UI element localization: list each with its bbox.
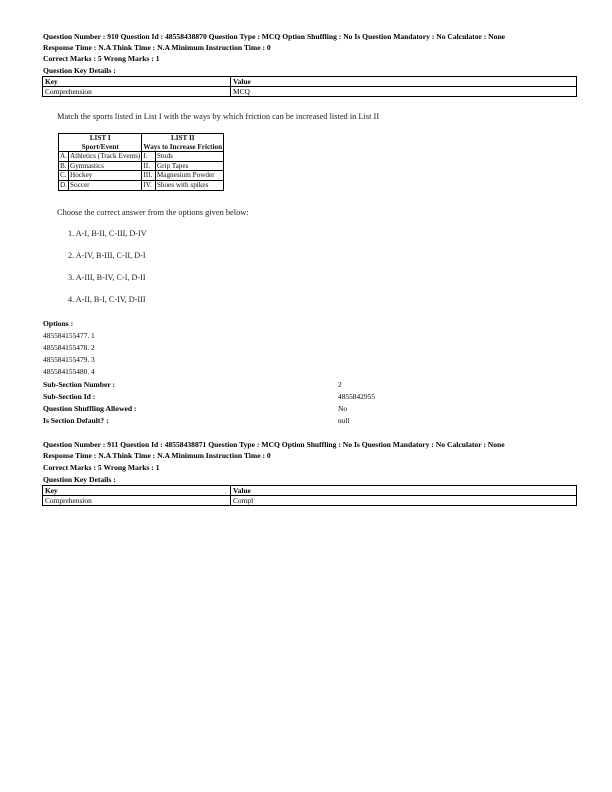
- options-label: Options :: [43, 319, 74, 328]
- value-cell: MCQ: [231, 87, 577, 97]
- row-letter: B.: [60, 161, 67, 170]
- choice-3: 3. A-III, B-IV, C-I, D-II: [68, 273, 146, 282]
- table-row: [59, 152, 224, 162]
- choice-1: 1. A-I, B-II, C-III, D-IV: [68, 229, 147, 238]
- q911-header-line1: Question Number : 911 Question Id : 48558438871 Question Type : MCQ Option Shuffling : No Is Question Mandatory : No Calculator : None: [43, 440, 505, 449]
- q910-key-table: [42, 76, 577, 97]
- table-row: [59, 180, 224, 190]
- q911-key-table: [42, 485, 577, 506]
- option-id-4: 485584155480. 4: [43, 367, 95, 376]
- list1-title: LIST I: [59, 134, 142, 143]
- question-prompt: Match the sports listed in List I with the ways by which friction can be increased listed in List II: [57, 112, 380, 121]
- match-list-table: [58, 133, 224, 191]
- option-id-3: 485584155479. 3: [43, 355, 95, 364]
- subsection-number-label: Sub-Section Number :: [43, 380, 116, 389]
- row-letter: A.: [60, 152, 67, 161]
- row-sport: Soccer: [69, 180, 142, 190]
- q910-header-line1: Question Number : 910 Question Id : 48558438870 Question Type : MCQ Option Shuffling : No Is Question Mandatory : No Calculator : None: [43, 32, 506, 41]
- row-numeral: II.: [142, 161, 155, 171]
- q911-marks: Correct Marks : 5 Wrong Marks : 1: [43, 463, 160, 472]
- option-id-1: 485584155477. 1: [43, 331, 95, 340]
- row-sport: Athletics (Track Events): [70, 152, 141, 161]
- q911-key-details-label: Question Key Details :: [43, 475, 116, 484]
- q910-header-line2: Response Time : N.A Think Time : N.A Minimum Instruction Time : 0: [43, 43, 271, 52]
- row-numeral: III.: [142, 171, 155, 181]
- choice-2: 2. A-IV, B-III, C-II, D-I: [68, 251, 146, 260]
- row-numeral: I.: [142, 152, 155, 162]
- value-header: Value: [231, 486, 577, 496]
- table-row: [59, 171, 224, 181]
- section-default-value: null: [338, 416, 350, 425]
- row-numeral: IV.: [142, 180, 155, 190]
- row-way: Magnesium Powder: [155, 171, 223, 181]
- key-header: Key: [43, 486, 231, 496]
- option-id-2: 485584155478. 2: [43, 343, 95, 352]
- q910-marks: Correct Marks : 5 Wrong Marks : 1: [43, 54, 160, 63]
- table-row: [59, 161, 224, 171]
- row-sport: Hockey: [69, 171, 142, 181]
- instruction-text: Choose the correct answer from the options given below:: [57, 208, 249, 217]
- key-cell: Comprehension: [43, 87, 231, 97]
- list2-subtitle: Ways to Increase Friction: [143, 142, 223, 151]
- key-header: Key: [43, 77, 231, 87]
- row-way: Grip Tapes: [155, 161, 223, 171]
- value-cell: Compl: [231, 496, 577, 506]
- list1-subtitle: Sport/Event: [59, 143, 142, 152]
- q910-key-details-label: Question Key Details :: [43, 66, 116, 75]
- key-cell: Comprehension: [43, 496, 231, 506]
- subsection-id-value: 4855842955: [338, 392, 375, 401]
- choice-4: 4. A-II, B-I, C-IV, D-III: [68, 295, 146, 304]
- row-letter: D.: [60, 180, 67, 189]
- value-header: Value: [231, 77, 577, 87]
- q911-header-line2: Response Time : N.A Think Time : N.A Minimum Instruction Time : 0: [43, 451, 271, 460]
- list2-title: LIST II: [142, 134, 224, 143]
- section-default-label: Is Section Default? :: [43, 416, 109, 425]
- row-sport: Gymnastics: [69, 161, 142, 171]
- shuffle-label: Question Shuffling Allowed :: [43, 404, 137, 413]
- row-way: Shoes with spikes: [155, 180, 223, 190]
- shuffle-value: No: [338, 404, 348, 413]
- subsection-number-value: 2: [338, 380, 342, 389]
- row-letter: C.: [60, 171, 67, 180]
- row-way: Studs: [155, 152, 223, 162]
- subsection-id-label: Sub-Section Id :: [43, 392, 96, 401]
